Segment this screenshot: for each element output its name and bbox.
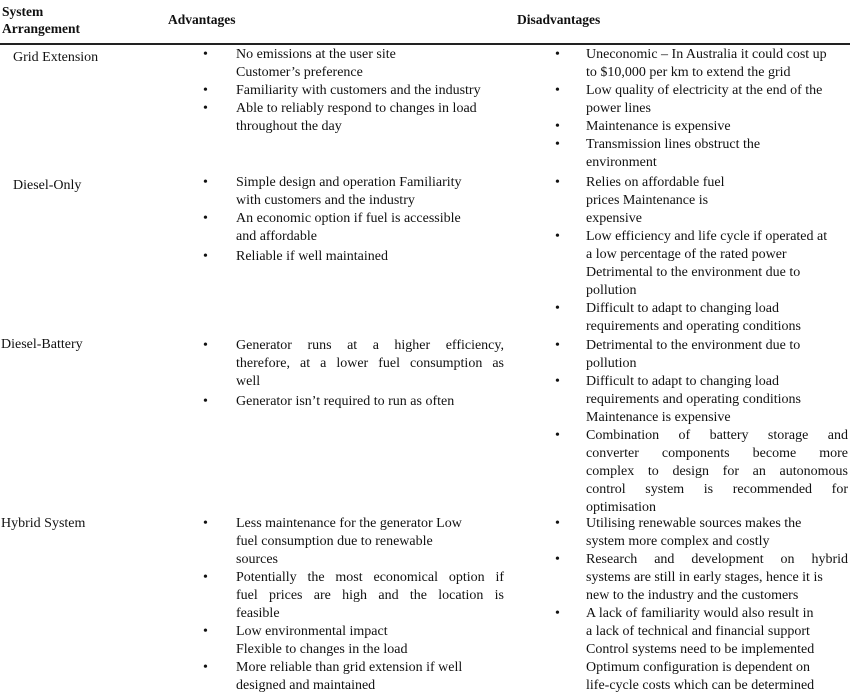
- advantage-item: [236, 623, 504, 659]
- text-line: system more complex and costly: [586, 534, 770, 549]
- text-line: • Reliable if well maintained: [236, 249, 389, 264]
- disadvantage-item: [586, 337, 848, 373]
- text-line: a low percentage of the rated power: [586, 247, 787, 262]
- text-line: • Low quality of electricity at the end of the: [586, 83, 823, 98]
- disadvantages-list-grid-extension: [586, 46, 848, 172]
- header-system: [2, 3, 102, 37]
- text-line: expensive: [586, 211, 642, 226]
- disadvantage-item: [586, 427, 848, 517]
- text-line: • Relies on affordable fuel: [586, 175, 725, 190]
- text-line: fuel prices are high and the location is: [236, 588, 504, 603]
- text-line: pollution: [586, 283, 637, 298]
- header-disadvantages: Disadvantages: [517, 12, 601, 27]
- disadvantages-list-diesel-battery: [586, 337, 848, 517]
- disadvantage-item: [586, 136, 848, 172]
- text-line: • Utilising renewable sources makes the: [586, 516, 802, 531]
- text-line: a lack of technical and financial support: [586, 624, 810, 639]
- disadvantage-item: [586, 551, 848, 605]
- text-line: environment: [586, 155, 657, 170]
- disadvantage-item: [586, 515, 848, 551]
- text-line: • An economic option if fuel is accessible: [236, 211, 461, 226]
- header-system-line: Arrangement: [2, 21, 80, 36]
- text-line: Detrimental to the environment due to: [586, 265, 801, 280]
- text-line: feasible: [236, 606, 280, 621]
- text-line: • Generator isn’t required to run as often: [236, 394, 455, 409]
- text-line: • Uneconomic – In Australia it could cost up: [586, 47, 827, 62]
- text-line: • Transmission lines obstruct the: [586, 137, 761, 152]
- text-line: • Familiarity with customers and the industry: [236, 83, 481, 98]
- disadvantage-item: [586, 174, 848, 228]
- advantages-list-diesel-battery: [236, 337, 504, 411]
- advantage-item: [236, 659, 504, 695]
- text-line: fuel consumption due to renewable: [236, 534, 433, 549]
- disadvantages-list-diesel-only: [586, 174, 848, 336]
- header-rule: [0, 43, 850, 45]
- disadvantage-item: [586, 82, 848, 118]
- system-hybrid: Hybrid System: [1, 516, 86, 531]
- text-line: • Research and development on hybrid: [586, 552, 848, 567]
- advantage-item: [236, 100, 504, 136]
- text-line: • Detrimental to the environment due to: [586, 338, 801, 353]
- text-line: Optimum configuration is dependent on: [586, 660, 810, 675]
- text-line: complex to design for an autonomous: [586, 464, 848, 479]
- disadvantages-list-hybrid: [586, 515, 848, 695]
- text-line: • Difficult to adapt to changing load: [586, 374, 779, 389]
- text-line: • A lack of familiarity would also result in: [586, 606, 814, 621]
- text-line: Maintenance is expensive: [586, 410, 731, 425]
- text-line: well: [236, 374, 261, 389]
- text-line: • Simple design and operation Familiarity: [236, 175, 462, 190]
- text-line: converter components become more: [586, 446, 848, 461]
- text-line: • Low environmental impact: [236, 624, 388, 639]
- text-line: prices Maintenance is: [586, 193, 709, 208]
- advantage-item: [236, 82, 504, 100]
- disadvantage-item: [586, 46, 848, 82]
- advantage-item: [236, 248, 504, 266]
- disadvantage-item: [586, 228, 848, 300]
- advantage-item: [236, 393, 504, 411]
- text-line: requirements and operating conditions: [586, 392, 801, 407]
- disadvantage-item: [586, 300, 848, 336]
- system-diesel-only: Diesel-Only: [13, 178, 82, 193]
- advantage-item: [236, 337, 504, 391]
- text-line: pollution: [586, 356, 637, 371]
- disadvantage-item: [586, 118, 848, 136]
- text-line: Flexible to changes in the load: [236, 642, 408, 657]
- header-advantages: Advantages: [168, 12, 236, 27]
- text-line: and affordable: [236, 229, 317, 244]
- text-line: designed and maintained: [236, 678, 376, 693]
- system-diesel-battery: Diesel-Battery: [1, 337, 83, 352]
- advantage-item: [236, 46, 504, 82]
- header-system-line: System: [2, 4, 44, 19]
- text-line: optimisation: [586, 500, 656, 515]
- text-line: to $10,000 per km to extend the grid: [586, 65, 791, 80]
- disadvantage-item: [586, 373, 848, 427]
- text-line: life-cycle costs which can be determined: [586, 678, 815, 693]
- text-line: • Generator runs at a higher efficiency,: [236, 338, 504, 353]
- disadvantage-item: [586, 605, 848, 695]
- advantage-item: [236, 174, 504, 210]
- text-line: Customer’s preference: [236, 65, 363, 80]
- text-line: • Low efficiency and life cycle if operated at: [586, 229, 828, 244]
- text-line: throughout the day: [236, 119, 342, 134]
- text-line: • Combination of battery storage and: [586, 428, 848, 443]
- text-line: • Difficult to adapt to changing load: [586, 301, 779, 316]
- text-line: • More reliable than grid extension if well: [236, 660, 463, 675]
- text-line: power lines: [586, 101, 651, 116]
- text-line: systems are still in early stages, hence it is: [586, 570, 823, 585]
- text-line: • Able to reliably respond to changes in load: [236, 101, 477, 116]
- text-line: with customers and the industry: [236, 193, 415, 208]
- advantages-list-hybrid: [236, 515, 504, 695]
- text-line: • Potentially the most economical option if: [236, 570, 504, 585]
- advantage-item: [236, 569, 504, 623]
- text-line: sources: [236, 552, 278, 567]
- text-line: therefore, at a lower fuel consumption as: [236, 356, 504, 371]
- advantages-list-grid-extension: [236, 46, 504, 136]
- text-line: Control systems need to be implemented: [586, 642, 815, 657]
- text-line: requirements and operating conditions: [586, 319, 801, 334]
- system-grid-extension: Grid Extension: [13, 50, 99, 65]
- text-line: • Maintenance is expensive: [586, 119, 731, 134]
- text-line: • Less maintenance for the generator Low: [236, 516, 462, 531]
- text-line: new to the industry and the customers: [586, 588, 799, 603]
- advantage-item: [236, 515, 504, 569]
- text-line: • No emissions at the user site: [236, 47, 396, 62]
- text-line: control system is recommended for: [586, 482, 848, 497]
- advantage-item: [236, 210, 504, 246]
- advantages-list-diesel-only: [236, 174, 504, 266]
